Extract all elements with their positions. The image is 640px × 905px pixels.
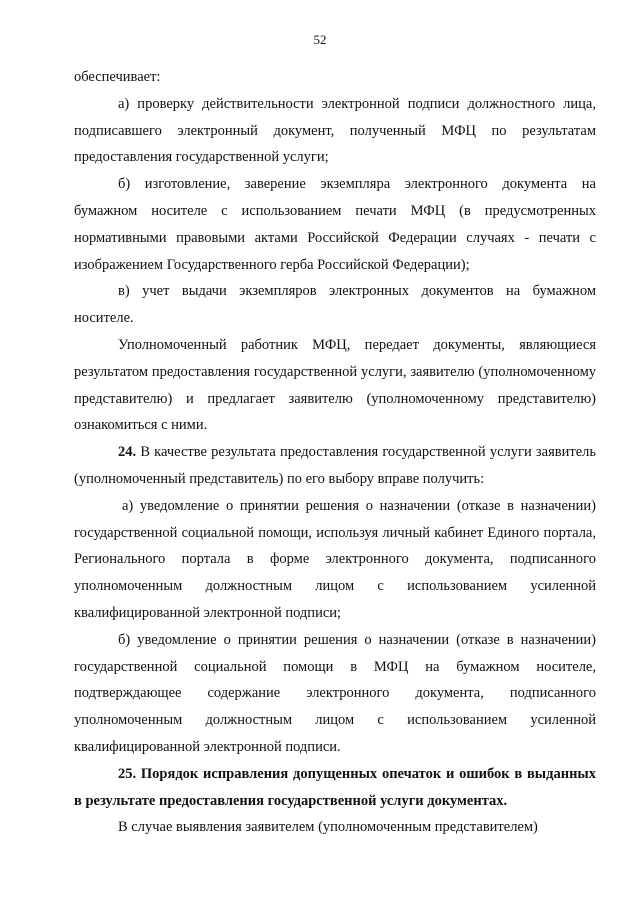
page-number: 52 <box>313 32 327 47</box>
document-body <box>74 64 596 841</box>
clause-24-number: 24. <box>118 444 137 461</box>
list-item-a-signature-check: а) проверку действительности электронной подписи должностного лица, подписавшего электронный документ, полученный МФЦ по результатам предоставления государственной услуги; <box>74 95 596 166</box>
paragraph-mfc-worker: Уполномоченный работник МФЦ, передает документы, являющиеся результатом предоставления государственной услуги, заявителю (уполномоченному представителю) и предлагает заявителю (уполномоченному представителю) ознакомиться с ними. <box>74 336 596 434</box>
paragraph-clause-24 <box>74 439 596 493</box>
list-item-b-paper-notice: б) уведомление о принятии решения о назначении (отказе в назначении) государственной социальной помощи в МФЦ на бумажном носителе, подтверждающее содержание электронного документа, подписанного уполномоченным должностным лицом с использованием усиленной квалифицированной электронной подписи. <box>74 631 596 755</box>
list-item-c-issuance-record: в) учет выдачи экземпляров электронных документов на бумажном носителе. <box>74 283 596 327</box>
paragraph-continuation: обеспечивает: <box>74 69 161 85</box>
clause-24-text: В качестве результата предоставления государственной услуги заявитель (уполномоченный представитель) по его выбору вправе получить: <box>74 444 596 487</box>
list-item-a-electronic-notice: а) уведомление о принятии решения о назначении (отказе в назначении) государственной социальной помощи, используя личный кабинет Единого портала, Регионального портала в форме электронного документа, подписанного уполномоченным должностным лицом с использованием усиленной квалифицированной электронной подписи; <box>74 497 596 621</box>
list-item-b-paper-copy: б) изготовление, заверение экземпляра электронного документа на бумажном носителе с использованием печати МФЦ (в предусмотренных нормативными правовыми актами Российской Федерации случаях - печати с изображением Государственного герба Российской Федерации); <box>74 176 596 273</box>
paragraph-error-detection: В случае выявления заявителем (уполномоченным представителем) <box>118 819 538 836</box>
section-heading-25: 25. Порядок исправления допущенных опечаток и ошибок в выданных в результате предоставления государственной услуги документах. <box>74 765 596 809</box>
